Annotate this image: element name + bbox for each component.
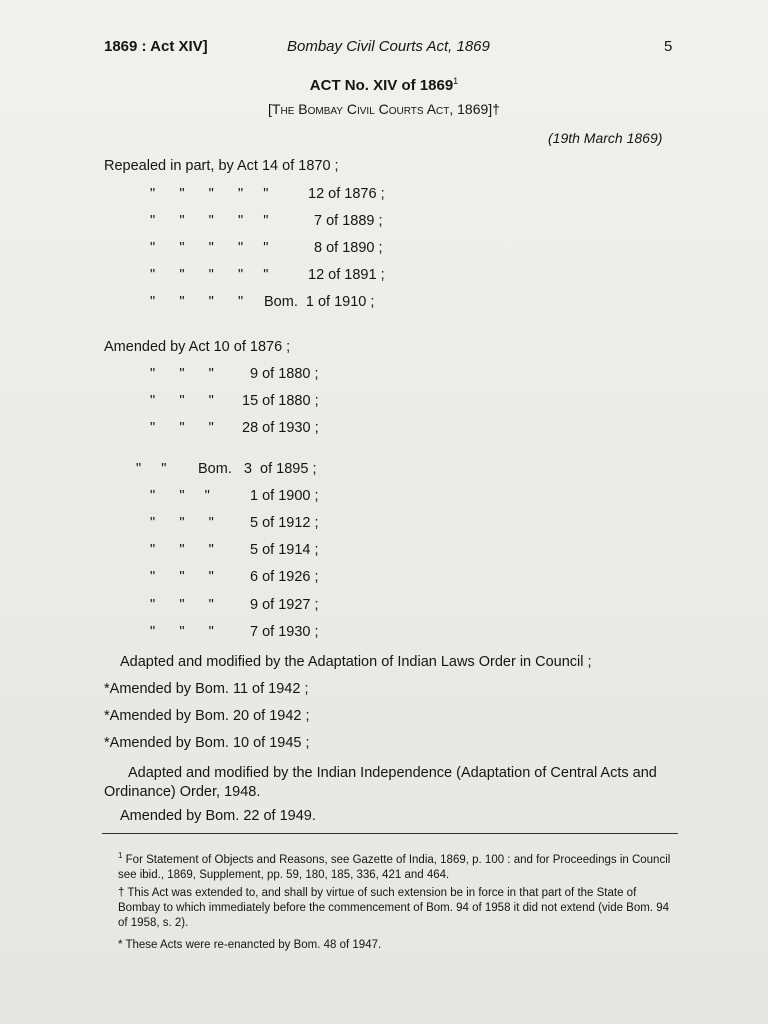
ditto-marks: " " " xyxy=(150,393,214,409)
act-title-text: ACT No. XIV of 1869 xyxy=(309,77,454,94)
ditto-marks: " " " xyxy=(150,542,214,558)
amended-item-number: 15 of 1880 ; xyxy=(242,393,319,409)
amended-item-number: 1 of 1900 ; xyxy=(250,488,319,504)
bom-amendment: *Amended by Bom. 11 of 1942 ; xyxy=(104,681,309,697)
amended-item-number: 7 of 1930 ; xyxy=(250,624,319,640)
footnote-marker: 1 xyxy=(453,76,459,86)
ditto-marks: " " " " xyxy=(150,294,244,310)
amended-item-number: 9 of 1880 ; xyxy=(250,366,319,382)
amended-item-number: 5 of 1912 ; xyxy=(250,515,319,531)
amended-item-number: 5 of 1914 ; xyxy=(250,542,319,558)
repealed-item-number: 12 of 1891 ; xyxy=(308,267,385,283)
amended-item-number: 6 of 1926 ; xyxy=(250,569,319,585)
repealed-item-number: 7 of 1889 ; xyxy=(314,213,383,229)
repealed-item-number: 8 of 1890 ; xyxy=(314,240,383,256)
ditto-marks: " " " " " xyxy=(150,267,269,283)
footnote-marker: * xyxy=(118,939,123,951)
ditto-marks: " " " xyxy=(150,420,214,436)
amended-item-number: 9 of 1927 ; xyxy=(250,597,319,613)
footnote-text: For Statement of Objects and Reasons, see Gazette of India, 1869, p. 100 : and for Proceedings in Council see ibid., 1869, Supplement, pp. 59, 180, 185, 336, 421 and 464. xyxy=(118,853,671,881)
repealed-lead: Repealed in part, by Act 14 of 1870 ; xyxy=(104,158,339,174)
footnote-text: These Acts were re-enancted by Bom. 48 of 1947. xyxy=(125,939,382,951)
repealed-item xyxy=(150,186,280,202)
ditto-marks: " " " xyxy=(150,597,214,613)
ditto-marks: " " " " " xyxy=(150,213,269,229)
amended-lead: Amended by Act 10 of 1876 ; xyxy=(104,339,291,355)
ditto-marks: " " " xyxy=(150,624,214,640)
short-title: [The Bombay Civil Courts Act, 1869]† xyxy=(268,101,500,117)
page-number: 5 xyxy=(664,38,673,55)
footnote-marker: 1 xyxy=(118,851,123,860)
header-act-reference: 1869 : Act XIV] xyxy=(104,38,208,55)
adaptation-order-in-council: Adapted and modified by the Adaptation of Indian Laws Order in Council ; xyxy=(120,654,592,670)
header-act-title: Bombay Civil Courts Act, 1869 xyxy=(287,38,490,55)
footnote-text: This Act was extended to, and shall by virtue of such extension be in force in that part of the State of Bombay to which immediately before the commencement of Bom. 94 of 1958 it did not extend (vide Bom. 94 of 1958, s. 2). xyxy=(118,887,670,929)
ditto-marks: " " " xyxy=(150,569,214,585)
footnote-divider xyxy=(102,833,678,834)
bom-amendment: *Amended by Bom. 20 of 1942 ; xyxy=(104,708,310,724)
amended-item-number: 28 of 1930 ; xyxy=(242,420,319,436)
act-title xyxy=(0,76,768,94)
bom-amendment: *Amended by Bom. 10 of 1945 ; xyxy=(104,735,310,751)
ditto-marks: " " " " " xyxy=(150,240,269,256)
ditto-marks: " " " xyxy=(150,488,210,504)
footnote-1 xyxy=(118,848,678,883)
amended-item-number: Bom. 3 of 1895 ; xyxy=(198,461,317,477)
ditto-marks: " " " " " xyxy=(150,186,281,202)
ditto-marks: " " " xyxy=(150,515,214,531)
footnote-star xyxy=(118,938,678,953)
adaptation-independence-order: Adapted and modified by the Indian Independence (Adaptation of Central Acts and Ordinance) Order, 1948. xyxy=(104,765,657,800)
repealed-item-number: Bom. 1 of 1910 ; xyxy=(264,294,375,310)
repealed-item-number: 12 of 1876 ; xyxy=(308,186,385,202)
enactment-date: (19th March 1869) xyxy=(548,130,663,146)
amended-1949: Amended by Bom. 22 of 1949. xyxy=(120,808,316,824)
footnote-dagger xyxy=(118,886,678,931)
ditto-marks: " " xyxy=(136,461,167,477)
footnote-marker: † xyxy=(118,887,125,899)
ditto-marks: " " " xyxy=(150,366,214,382)
